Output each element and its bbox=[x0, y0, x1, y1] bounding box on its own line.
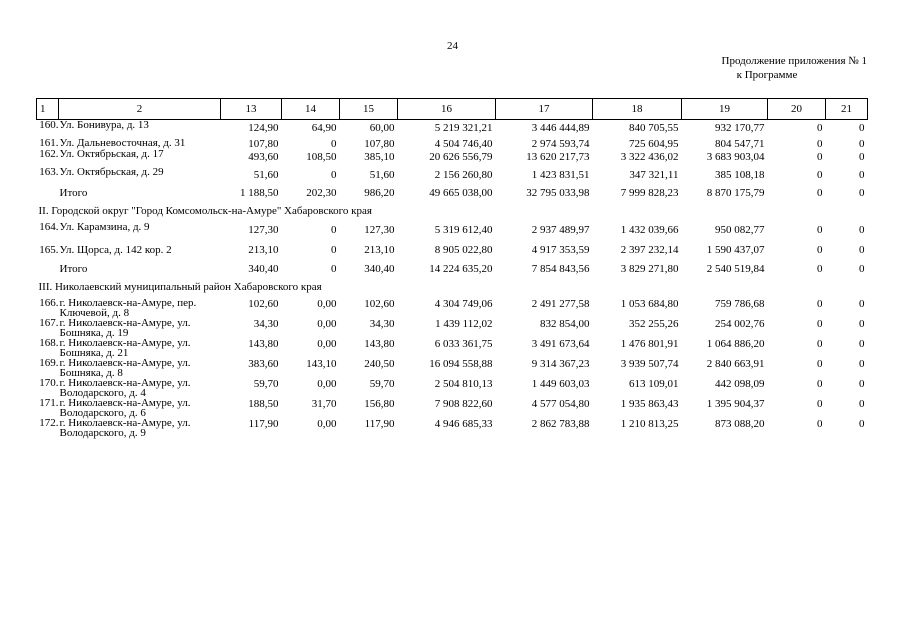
value-cell: 932 170,77 bbox=[715, 122, 765, 134]
column-header: 21 bbox=[826, 99, 868, 120]
row-number: 160. bbox=[39, 119, 59, 131]
value-cell: 832 854,00 bbox=[540, 318, 590, 330]
value-cell: 442 098,09 bbox=[715, 378, 765, 390]
total-label: Итого bbox=[59, 263, 88, 275]
value-cell: 0 bbox=[817, 244, 823, 256]
value-cell: 1 449 603,03 bbox=[531, 378, 590, 390]
total-value: 14 224 635,20 bbox=[429, 263, 493, 275]
value-cell: 1 064 886,20 bbox=[706, 338, 765, 350]
section-row bbox=[37, 203, 868, 222]
column-header: 15 bbox=[340, 99, 398, 120]
section-row bbox=[37, 279, 868, 298]
value-cell: 0 bbox=[859, 298, 865, 310]
address-cell: г. Николаевск-на-Амуре, ул. Володарского, д. 6 bbox=[59, 397, 191, 419]
value-cell: 0 bbox=[817, 138, 823, 150]
value-cell: 1 423 831,51 bbox=[531, 169, 590, 181]
value-cell: 0 bbox=[817, 122, 823, 134]
value-cell: 0 bbox=[859, 398, 865, 410]
value-cell: 108,50 bbox=[306, 151, 337, 163]
value-cell: 13 620 217,73 bbox=[526, 151, 590, 163]
total-value: 0 bbox=[859, 263, 865, 275]
value-cell: 127,30 bbox=[364, 224, 395, 236]
total-value: 32 795 033,98 bbox=[526, 187, 590, 199]
value-cell: 117,90 bbox=[248, 418, 279, 430]
empty-cell bbox=[37, 261, 59, 279]
value-cell: 124,90 bbox=[248, 122, 279, 134]
column-header: 1 bbox=[37, 99, 59, 120]
table-row bbox=[37, 338, 868, 358]
value-cell: 51,60 bbox=[369, 169, 395, 181]
table-row bbox=[37, 120, 868, 139]
page-number: 24 bbox=[447, 40, 458, 52]
total-value: 49 665 038,00 bbox=[429, 187, 493, 199]
empty-cell bbox=[37, 185, 59, 203]
value-cell: 9 314 367,23 bbox=[531, 358, 590, 370]
value-cell: 0 bbox=[331, 138, 337, 150]
value-cell: 0 bbox=[859, 151, 865, 163]
value-cell: 59,70 bbox=[253, 378, 279, 390]
value-cell: 213,10 bbox=[364, 244, 395, 256]
value-cell: 34,30 bbox=[369, 318, 395, 330]
value-cell: 2 504 810,13 bbox=[434, 378, 493, 390]
value-cell: 20 626 556,79 bbox=[429, 151, 493, 163]
value-cell: 0 bbox=[817, 338, 823, 350]
value-cell: 0 bbox=[859, 122, 865, 134]
value-cell: 0 bbox=[859, 244, 865, 256]
value-cell: 613 109,01 bbox=[629, 378, 679, 390]
value-cell: 1 395 904,37 bbox=[706, 398, 765, 410]
value-cell: 0 bbox=[859, 138, 865, 150]
total-value: 0 bbox=[817, 187, 823, 199]
value-cell: 102,60 bbox=[364, 298, 395, 310]
value-cell: 6 033 361,75 bbox=[434, 338, 493, 350]
value-cell: 0 bbox=[817, 151, 823, 163]
total-value: 2 540 519,84 bbox=[706, 263, 765, 275]
value-cell: 4 304 749,06 bbox=[434, 298, 493, 310]
value-cell: 0 bbox=[817, 318, 823, 330]
row-number: 168. bbox=[39, 337, 59, 349]
value-cell: 213,10 bbox=[248, 244, 279, 256]
total-value: 202,30 bbox=[306, 187, 337, 199]
value-cell: 1 053 684,80 bbox=[620, 298, 679, 310]
total-value: 0 bbox=[859, 187, 865, 199]
value-cell: 156,80 bbox=[364, 398, 395, 410]
value-cell: 0,00 bbox=[317, 318, 337, 330]
value-cell: 2 862 783,88 bbox=[531, 418, 590, 430]
address-cell: г. Николаевск-на-Амуре, ул. Володарского, д. 9 bbox=[59, 417, 191, 439]
column-header: 14 bbox=[282, 99, 340, 120]
row-number: 165. bbox=[39, 244, 59, 256]
value-cell: 2 491 277,58 bbox=[531, 298, 590, 310]
value-cell: 0 bbox=[331, 169, 337, 181]
value-cell: 1 935 863,43 bbox=[620, 398, 679, 410]
value-cell: 143,80 bbox=[248, 338, 279, 350]
value-cell: 2 156 260,80 bbox=[434, 169, 493, 181]
value-cell: 0 bbox=[817, 378, 823, 390]
value-cell: 4 504 746,40 bbox=[434, 138, 493, 150]
value-cell: 64,90 bbox=[311, 122, 337, 134]
table-row bbox=[37, 318, 868, 338]
value-cell: 3 322 436,02 bbox=[620, 151, 679, 163]
total-label: Итого bbox=[59, 187, 88, 199]
continuation-line-1: Продолжение приложения № 1 bbox=[721, 55, 867, 67]
value-cell: 1 590 437,07 bbox=[706, 244, 765, 256]
value-cell: 352 255,26 bbox=[629, 318, 679, 330]
value-cell: 4 917 353,59 bbox=[531, 244, 590, 256]
value-cell: 0 bbox=[859, 378, 865, 390]
column-header: 16 bbox=[398, 99, 496, 120]
total-value: 340,40 bbox=[248, 263, 279, 275]
column-header: 2 bbox=[59, 99, 221, 120]
table-row bbox=[37, 149, 868, 167]
row-number: 169. bbox=[39, 357, 59, 369]
row-number: 170. bbox=[39, 377, 59, 389]
value-cell: 0 bbox=[817, 298, 823, 310]
value-cell: 59,70 bbox=[369, 378, 395, 390]
column-header: 13 bbox=[221, 99, 282, 120]
value-cell: 4 946 685,33 bbox=[434, 418, 493, 430]
total-value: 7 999 828,23 bbox=[620, 187, 679, 199]
value-cell: 0 bbox=[817, 398, 823, 410]
value-cell: 8 905 022,80 bbox=[434, 244, 493, 256]
value-cell: 0,00 bbox=[317, 378, 337, 390]
value-cell: 873 088,20 bbox=[715, 418, 765, 430]
value-cell: 127,30 bbox=[248, 224, 279, 236]
value-cell: 759 786,68 bbox=[715, 298, 765, 310]
table-row bbox=[37, 167, 868, 185]
value-cell: 950 082,77 bbox=[715, 224, 765, 236]
value-cell: 0 bbox=[859, 318, 865, 330]
address-cell: Ул. Дальневосточная, д. 31 bbox=[59, 137, 186, 149]
table-body bbox=[37, 120, 868, 439]
table-row bbox=[37, 418, 868, 438]
value-cell: 0 bbox=[817, 169, 823, 181]
value-cell: 0 bbox=[859, 224, 865, 236]
value-cell: 0 bbox=[859, 338, 865, 350]
total-value: 0 bbox=[331, 263, 337, 275]
value-cell: 5 319 612,40 bbox=[434, 224, 493, 236]
value-cell: 143,80 bbox=[364, 338, 395, 350]
total-value: 3 829 271,80 bbox=[620, 263, 679, 275]
row-number: 172. bbox=[39, 417, 59, 429]
row-number: 166. bbox=[39, 297, 59, 309]
address-cell: г. Николаевск-на-Амуре, ул. Бошняка, д. 8 bbox=[59, 357, 191, 379]
value-cell: 840 705,55 bbox=[629, 122, 679, 134]
row-number: 163. bbox=[39, 166, 59, 178]
value-cell: 5 219 321,21 bbox=[434, 122, 493, 134]
header-row bbox=[37, 99, 868, 120]
value-cell: 385 108,18 bbox=[715, 169, 765, 181]
table-row bbox=[37, 298, 868, 318]
address-cell: Ул. Октябрьская, д. 17 bbox=[59, 148, 164, 160]
total-value: 986,20 bbox=[364, 187, 395, 199]
value-cell: 0 bbox=[331, 244, 337, 256]
address-cell: г. Николаевск-на-Амуре, пер. Ключевой, д. 8 bbox=[59, 297, 197, 319]
value-cell: 0 bbox=[817, 418, 823, 430]
row-number: 167. bbox=[39, 317, 59, 329]
value-cell: 0 bbox=[331, 224, 337, 236]
section-title: II. Городской округ "Город Комсомольск-на-Амуре" Хабаровского края bbox=[38, 205, 372, 217]
address-cell: Ул. Бонивура, д. 13 bbox=[59, 119, 149, 131]
value-cell: 51,60 bbox=[253, 169, 279, 181]
row-number: 162. bbox=[39, 148, 59, 160]
table-row bbox=[37, 240, 868, 261]
value-cell: 1 476 801,91 bbox=[620, 338, 679, 350]
value-cell: 493,60 bbox=[248, 151, 279, 163]
value-cell: 16 094 558,88 bbox=[429, 358, 493, 370]
value-cell: 0 bbox=[817, 224, 823, 236]
column-header: 17 bbox=[496, 99, 593, 120]
total-value: 340,40 bbox=[364, 263, 395, 275]
value-cell: 2 840 663,91 bbox=[706, 358, 765, 370]
value-cell: 34,30 bbox=[253, 318, 279, 330]
continuation-note bbox=[667, 54, 867, 82]
total-row bbox=[37, 185, 868, 203]
value-cell: 1 432 039,66 bbox=[620, 224, 679, 236]
program-table bbox=[36, 98, 868, 438]
table-row bbox=[37, 378, 868, 398]
value-cell: 107,80 bbox=[364, 138, 395, 150]
value-cell: 7 908 822,60 bbox=[434, 398, 493, 410]
value-cell: 725 604,95 bbox=[629, 138, 679, 150]
value-cell: 0,00 bbox=[317, 298, 337, 310]
address-cell: Ул. Октябрьская, д. 29 bbox=[59, 166, 164, 178]
table-row bbox=[37, 398, 868, 418]
value-cell: 2 397 232,14 bbox=[620, 244, 679, 256]
value-cell: 143,10 bbox=[306, 358, 337, 370]
value-cell: 60,00 bbox=[369, 122, 395, 134]
table-row bbox=[37, 222, 868, 240]
total-value: 0 bbox=[817, 263, 823, 275]
value-cell: 3 446 444,89 bbox=[531, 122, 590, 134]
section-title: III. Николаевский муниципальный район Хабаровского края bbox=[38, 281, 322, 293]
row-number: 164. bbox=[39, 221, 59, 233]
value-cell: 4 577 054,80 bbox=[531, 398, 590, 410]
value-cell: 0 bbox=[859, 169, 865, 181]
column-header: 18 bbox=[593, 99, 682, 120]
continuation-line-2: к Программе bbox=[736, 69, 798, 81]
value-cell: 347 321,11 bbox=[629, 169, 679, 181]
address-cell: Ул. Щорса, д. 142 кор. 2 bbox=[59, 244, 172, 256]
value-cell: 1 210 813,25 bbox=[620, 418, 679, 430]
value-cell: 2 974 593,74 bbox=[531, 138, 590, 150]
column-header: 20 bbox=[768, 99, 826, 120]
total-row bbox=[37, 261, 868, 279]
column-header: 19 bbox=[682, 99, 768, 120]
value-cell: 3 491 673,64 bbox=[531, 338, 590, 350]
value-cell: 0 bbox=[859, 358, 865, 370]
value-cell: 240,50 bbox=[364, 358, 395, 370]
value-cell: 804 547,71 bbox=[715, 138, 765, 150]
value-cell: 0,00 bbox=[317, 338, 337, 350]
total-value: 8 870 175,79 bbox=[706, 187, 765, 199]
value-cell: 102,60 bbox=[248, 298, 279, 310]
value-cell: 0 bbox=[817, 358, 823, 370]
value-cell: 3 939 507,74 bbox=[620, 358, 679, 370]
address-cell: Ул. Карамзина, д. 9 bbox=[59, 221, 150, 233]
row-number: 171. bbox=[39, 397, 59, 409]
value-cell: 1 439 112,02 bbox=[435, 318, 493, 330]
value-cell: 107,80 bbox=[248, 138, 279, 150]
value-cell: 385,10 bbox=[364, 151, 395, 163]
address-cell: г. Николаевск-на-Амуре, ул. Володарского, д. 4 bbox=[59, 377, 191, 399]
value-cell: 0,00 bbox=[317, 418, 337, 430]
value-cell: 31,70 bbox=[311, 398, 337, 410]
total-value: 1 188,50 bbox=[240, 187, 279, 199]
value-cell: 2 937 489,97 bbox=[531, 224, 590, 236]
value-cell: 0 bbox=[859, 418, 865, 430]
total-value: 7 854 843,56 bbox=[531, 263, 590, 275]
table-row bbox=[37, 358, 868, 378]
value-cell: 254 002,76 bbox=[715, 318, 765, 330]
value-cell: 3 683 903,04 bbox=[706, 151, 765, 163]
address-cell: г. Николаевск-на-Амуре, ул. Бошняка, д. 19 bbox=[59, 317, 191, 339]
row-number: 161. bbox=[39, 137, 59, 149]
value-cell: 383,60 bbox=[248, 358, 279, 370]
address-cell: г. Николаевск-на-Амуре, ул. Бошняка, д. 21 bbox=[59, 337, 191, 359]
value-cell: 188,50 bbox=[248, 398, 279, 410]
value-cell: 117,90 bbox=[364, 418, 395, 430]
